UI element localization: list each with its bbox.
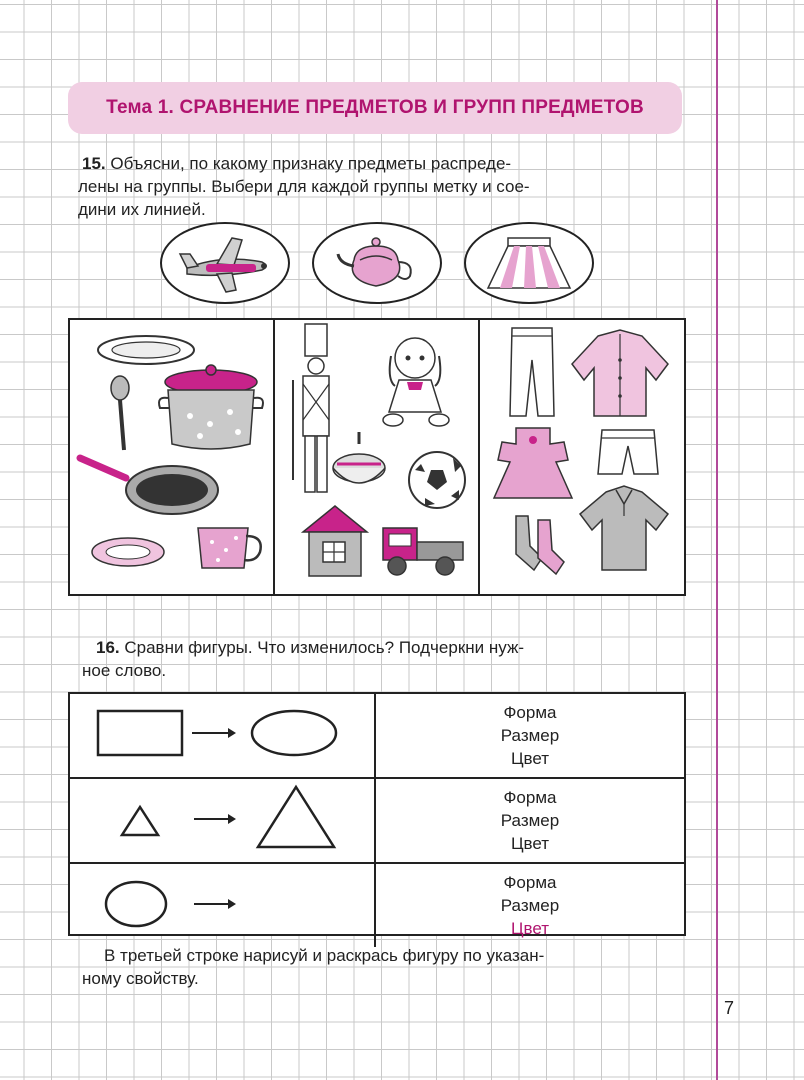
pot-icon	[159, 365, 263, 449]
row-1-options	[376, 694, 684, 779]
task-15-line-1: Объясни, по какому признаку предметы распреде-	[110, 154, 512, 173]
option-color-highlighted[interactable]: Цвет	[510, 919, 550, 938]
arrow-icon	[194, 814, 236, 824]
group-dishes[interactable]	[70, 320, 273, 594]
option-form[interactable]: Форма	[503, 788, 557, 807]
cup-icon	[198, 528, 261, 568]
tag-oval-skirt[interactable]	[464, 222, 594, 304]
footer-line-1: В третьей строке нарисуй и раскрась фигуру по указан-	[104, 946, 545, 965]
row-3-shapes[interactable]	[70, 864, 376, 947]
task-16-line-1: Сравни фигуры. Что изменилось? Подчеркни нуж-	[124, 638, 524, 657]
large-triangle-shape	[258, 787, 334, 847]
toy-truck-icon	[383, 528, 463, 575]
task-16-line-2: ное слово.	[82, 661, 167, 680]
row-3-options	[376, 864, 684, 947]
tag-oval-teapot[interactable]	[312, 222, 442, 304]
object-groups	[68, 318, 686, 596]
option-size[interactable]: Размер	[500, 726, 560, 745]
topic-title: Тема 1. СРАВНЕНИЕ ПРЕДМЕТОВ И ГРУПП ПРЕДМЕТОВ	[106, 97, 644, 118]
task-16-footer	[82, 944, 682, 990]
dress-icon	[494, 428, 572, 498]
task-15-line-2: лены на группы. Выбери для каждой группы метку и сое-	[78, 177, 530, 196]
page-margin-line	[716, 0, 718, 1080]
option-form[interactable]: Форма	[503, 703, 557, 722]
polo-shirt-icon	[580, 486, 668, 570]
frying-pan-icon	[80, 458, 218, 514]
option-color[interactable]: Цвет	[510, 834, 550, 853]
arrow-icon	[194, 899, 236, 909]
arrow-icon	[192, 728, 236, 738]
shorts-icon	[598, 430, 658, 474]
skirt-icon	[466, 224, 592, 302]
spoon-icon	[111, 376, 129, 450]
rectangle-shape	[98, 711, 182, 755]
plate-icon	[98, 336, 194, 364]
toy-house-icon	[303, 506, 367, 576]
topic-banner	[68, 82, 682, 134]
task-16-number: 16.	[96, 638, 120, 657]
spinning-top-icon	[333, 432, 385, 483]
task-16-text	[82, 636, 682, 682]
row-1-shapes	[70, 694, 376, 779]
trousers-icon	[510, 328, 554, 416]
toy-soldier-icon	[293, 324, 329, 492]
ball-icon	[409, 452, 465, 508]
option-size[interactable]: Размер	[500, 811, 560, 830]
airplane-icon	[162, 224, 288, 302]
option-form[interactable]: Форма	[503, 873, 557, 892]
footer-line-2: ному свойству.	[82, 969, 199, 988]
row-2-options	[376, 779, 684, 864]
tag-oval-airplane[interactable]	[160, 222, 290, 304]
task-15-line-3: дини их линией.	[78, 200, 206, 219]
ellipse-shape	[252, 711, 336, 755]
row-2-shapes	[70, 779, 376, 864]
page-number: 7	[724, 998, 735, 1018]
task-15-number: 15.	[82, 154, 106, 173]
socks-icon	[516, 516, 564, 574]
small-triangle-shape	[122, 807, 158, 835]
group-clothes[interactable]	[478, 320, 684, 594]
option-color[interactable]: Цвет	[510, 749, 550, 768]
ellipse-shape	[106, 882, 166, 926]
option-size[interactable]: Размер	[500, 896, 560, 915]
doll-icon	[383, 338, 449, 426]
task-15-text	[78, 152, 682, 221]
saucer-icon	[92, 538, 164, 566]
shapes-comparison-table	[68, 692, 686, 936]
group-toys[interactable]	[273, 320, 478, 594]
shirt-icon	[572, 330, 668, 416]
teapot-icon	[314, 224, 440, 302]
